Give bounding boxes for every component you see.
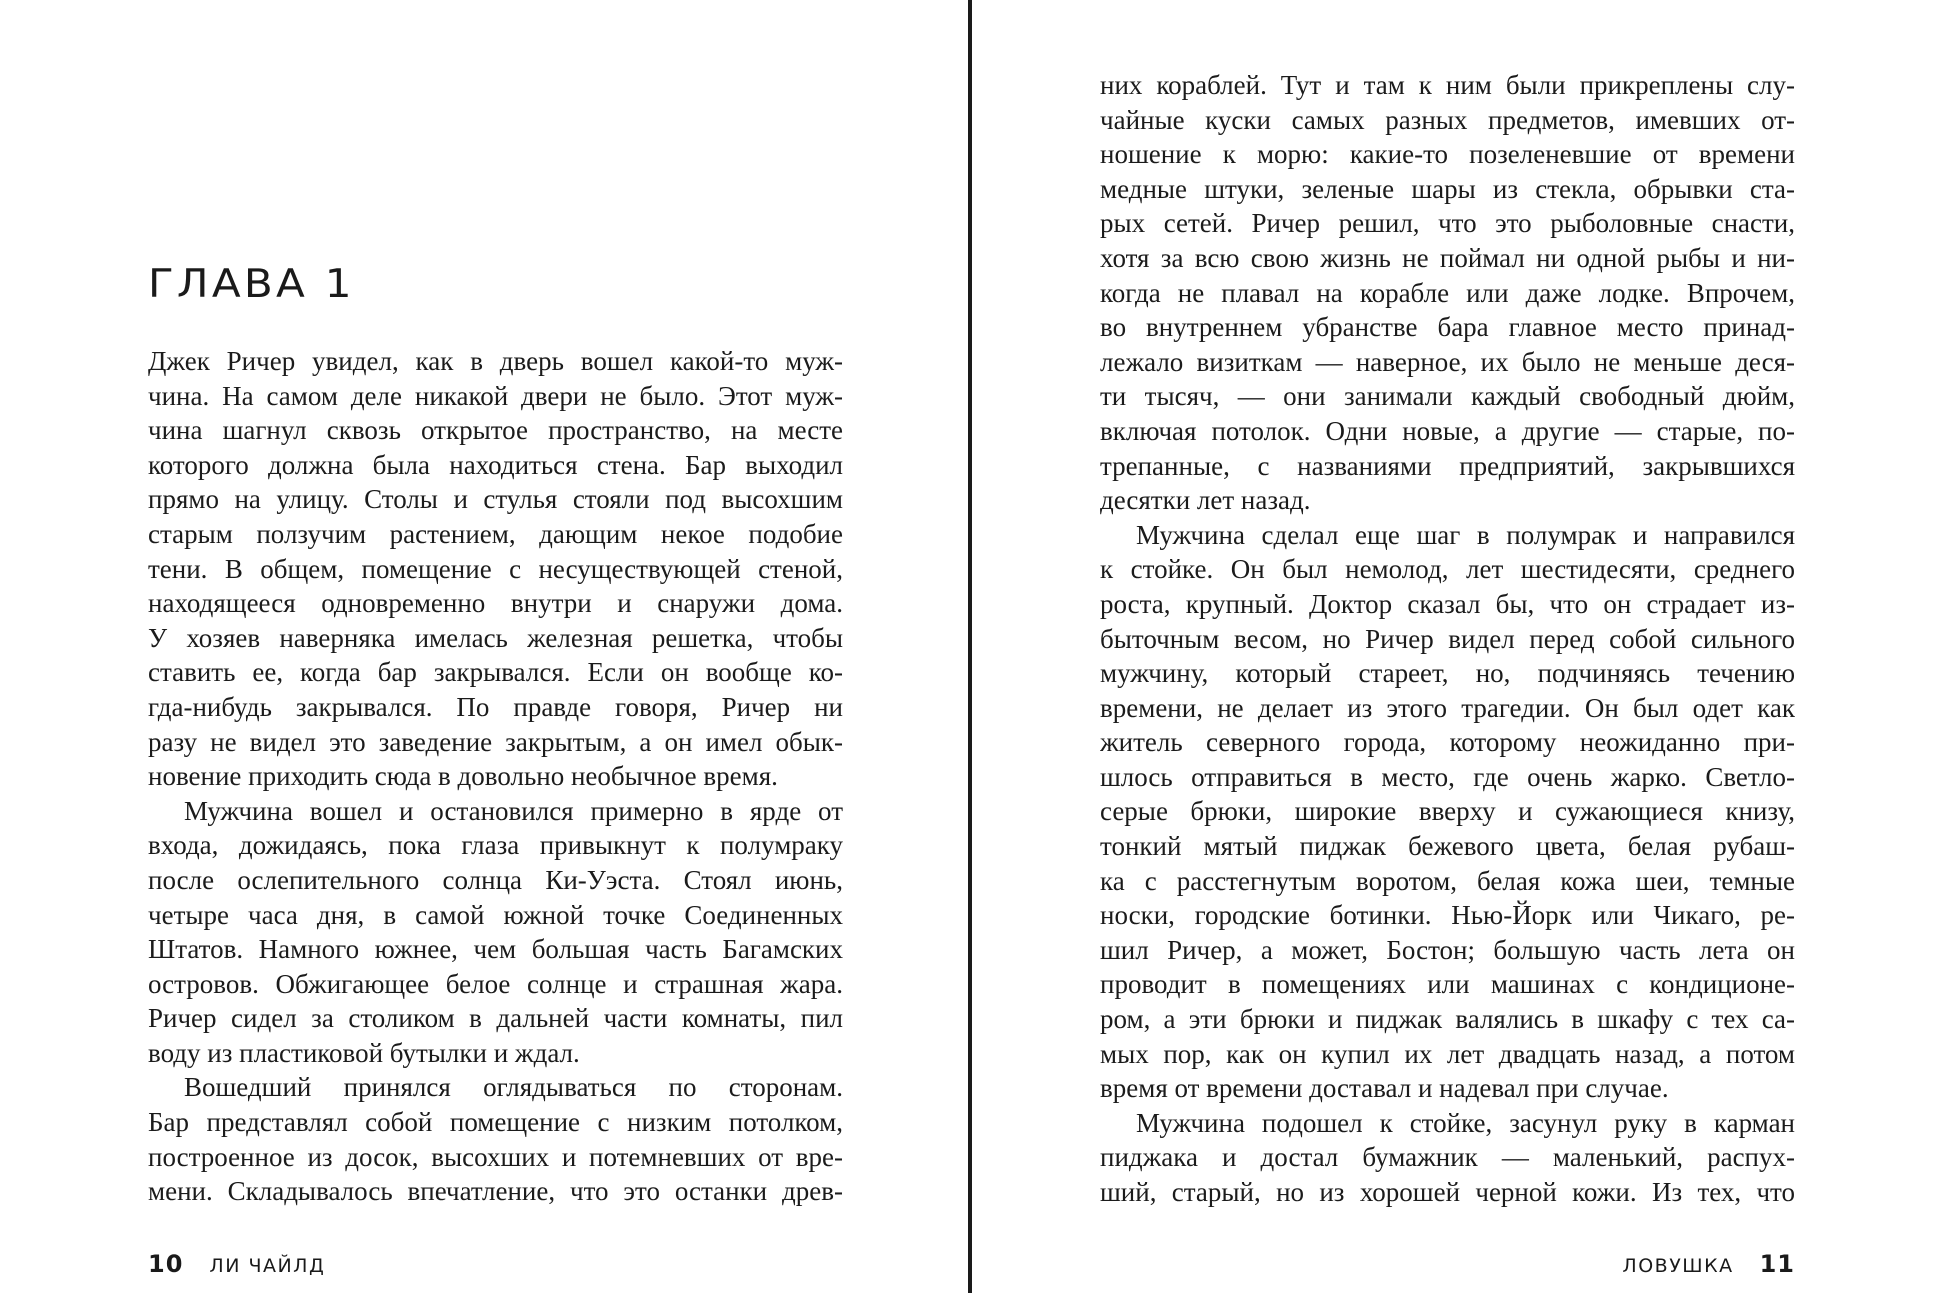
text-line: ка с расстегнутым воротом, белая кожа шеи, темные [1100,865,1795,896]
text-line: тонкий мятый пиджак бежевого цвета, белая рубаш- [1100,831,1795,862]
text-line: быточным весом, но Ричер видел перед собой сильного [1100,623,1795,654]
text-line: трепанные, с названиями предприятий, закрывшихся [1100,450,1795,481]
text-line: построенное из досок, высохших и потемневших от вре- [148,1141,843,1172]
text-line: островов. Обжигающее белое солнце и страшная жара. [148,968,843,999]
text-line: хотя за всю свою жизнь не поймал ни одной рыбы и ни- [1100,242,1795,273]
text-line: десятки лет назад. [1100,485,1311,516]
text-line: проводит в помещениях или машинах с кондиционе- [1100,969,1795,1000]
left-page-footer [148,1250,325,1280]
text-line: пиджака и достал бумажник — маленький, распух- [1100,1142,1795,1173]
text-line: Джек Ричер увидел, как в дверь вошел какой-то муж- [148,346,843,376]
text-line: рых сетей. Ричер решил, что это рыболовные снасти, [1100,208,1795,239]
text-line: после ослепительного солнца Ки-Уэста. Стоял июнь, [148,864,843,895]
text-line: Мужчина вошел и остановился примерно в ярде от [184,795,843,826]
left-page [148,0,843,1293]
text-line: шлось отправиться в место, где очень жарко. Светло- [1100,761,1795,792]
text-line: Мужчина подошел к стойке, засунул руку в карман [1136,1107,1795,1138]
text-line: житель северного города, которому неожиданно при- [1100,727,1795,758]
text-line: ношение к морю: какие-то позеленевшие от времени [1100,139,1795,170]
text-line: прямо на улицу. Столы и стулья стояли под высохшим [148,484,843,515]
text-line: них кораблей. Тут и там к ним были прикреплены слу- [1100,70,1795,100]
text-line: ти тысяч, — они занимали каждый свободный дюйм, [1100,381,1795,412]
text-line: шил Ричер, а может, Бостон; большую часть лета он [1100,934,1795,965]
text-line: Вошедший принялся оглядываться по сторонам. [184,1072,843,1103]
text-line: чина шагнул сквозь открытое пространство, на месте [148,415,843,446]
paragraph [1100,1106,1795,1210]
text-line: чина. На самом деле никакой двери не было. Этот муж- [148,380,843,411]
text-line: новение приходить сюда в довольно необычное время. [148,761,778,792]
running-head-title: ЛОВУШКА [1622,1255,1734,1277]
text-line: воду из пластиковой бутылки и ждал. [148,1037,580,1068]
page-gutter-divider [968,0,972,1293]
text-line: У хозяев наверняка имелась железная решетка, чтобы [148,622,843,653]
text-line: времени, не делает из этого трагедии. Он был одет как [1100,692,1795,723]
text-line: гда-нибудь закрывался. По правде говоря, Ричер ни [148,691,843,722]
text-line: медные штуки, зеленые шары из стекла, обрывки ста- [1100,173,1795,204]
paragraph [1100,518,1795,1106]
text-line: разу не видел это заведение закрытым, а он имел обык- [148,726,843,757]
text-line: четыре часа дня, в самой южной точке Соединенных [148,899,843,930]
page-number: 11 [1759,1250,1795,1278]
text-line: входа, дожидаясь, пока глаза привыкнут к полумраку [148,830,843,861]
text-line: мых пор, как он купил их лет двадцать назад, а потом [1100,1038,1795,1069]
right-page [1100,0,1795,1293]
chapter-title: ГЛАВА 1 [148,262,355,307]
text-line: когда не плавал на корабле или даже лодке. Впрочем, [1100,277,1795,308]
paragraph [1100,68,1795,518]
text-line: включая потолок. Одни новые, а другие — старые, по- [1100,415,1795,446]
text-line: Бар представлял собой помещение с низким потолком, [148,1107,843,1138]
text-line: старым ползучим растением, дающим некое подобие [148,518,843,549]
text-line: ставить ее, когда бар закрывался. Если он вообще ко- [148,657,843,688]
text-line: время от времени доставал и надевал при случае. [1100,1073,1669,1104]
text-line: носки, городские ботинки. Нью-Йорк или Чикаго, ре- [1100,900,1795,931]
text-line: ший, старый, но из хорошей черной кожи. Из тех, что [1100,1177,1795,1207]
text-line: роста, крупный. Доктор сказал бы, что он страдает из- [1100,588,1795,619]
text-line: к стойке. Он был немолод, лет шестидесяти, среднего [1100,554,1795,585]
text-line: Штатов. Намного южнее, чем большая часть Багамских [148,934,843,965]
page-number: 10 [148,1250,184,1278]
text-line: мени. Складывалось впечатление, что это останки древ- [148,1176,843,1207]
left-page-text [148,344,843,1209]
text-line: серые брюки, широкие вверху и сужающиеся книзу, [1100,796,1795,827]
text-line: которого должна была находиться стена. Бар выходил [148,449,843,480]
text-line: находящееся одновременно внутри и снаружи дома. [148,588,843,619]
paragraph [148,794,843,1071]
text-line: мужчину, который стареет, но, подчиняясь течению [1100,658,1795,689]
right-page-text [1100,68,1795,1210]
text-line: ром, а эти брюки и пиджак валялись в шкафу с тех са- [1100,1004,1795,1035]
paragraph [148,344,843,794]
running-head-author: ЛИ ЧАЙЛД [209,1255,326,1277]
text-line: во внутреннем убранстве бара главное место принад- [1100,312,1795,343]
text-line: тени. В общем, помещение с несуществующей стеной, [148,553,843,584]
text-line: Ричер сидел за столиком в дальней части комнаты, пил [148,1003,843,1034]
paragraph [148,1070,843,1208]
text-line: лежало визиткам — наверное, их было не меньше деся- [1100,346,1795,377]
text-line: чайные куски самых разных предметов, имевших от- [1100,104,1795,135]
right-page-footer [1100,1250,1795,1280]
text-line: Мужчина сделал еще шаг в полумрак и направился [1136,519,1795,550]
